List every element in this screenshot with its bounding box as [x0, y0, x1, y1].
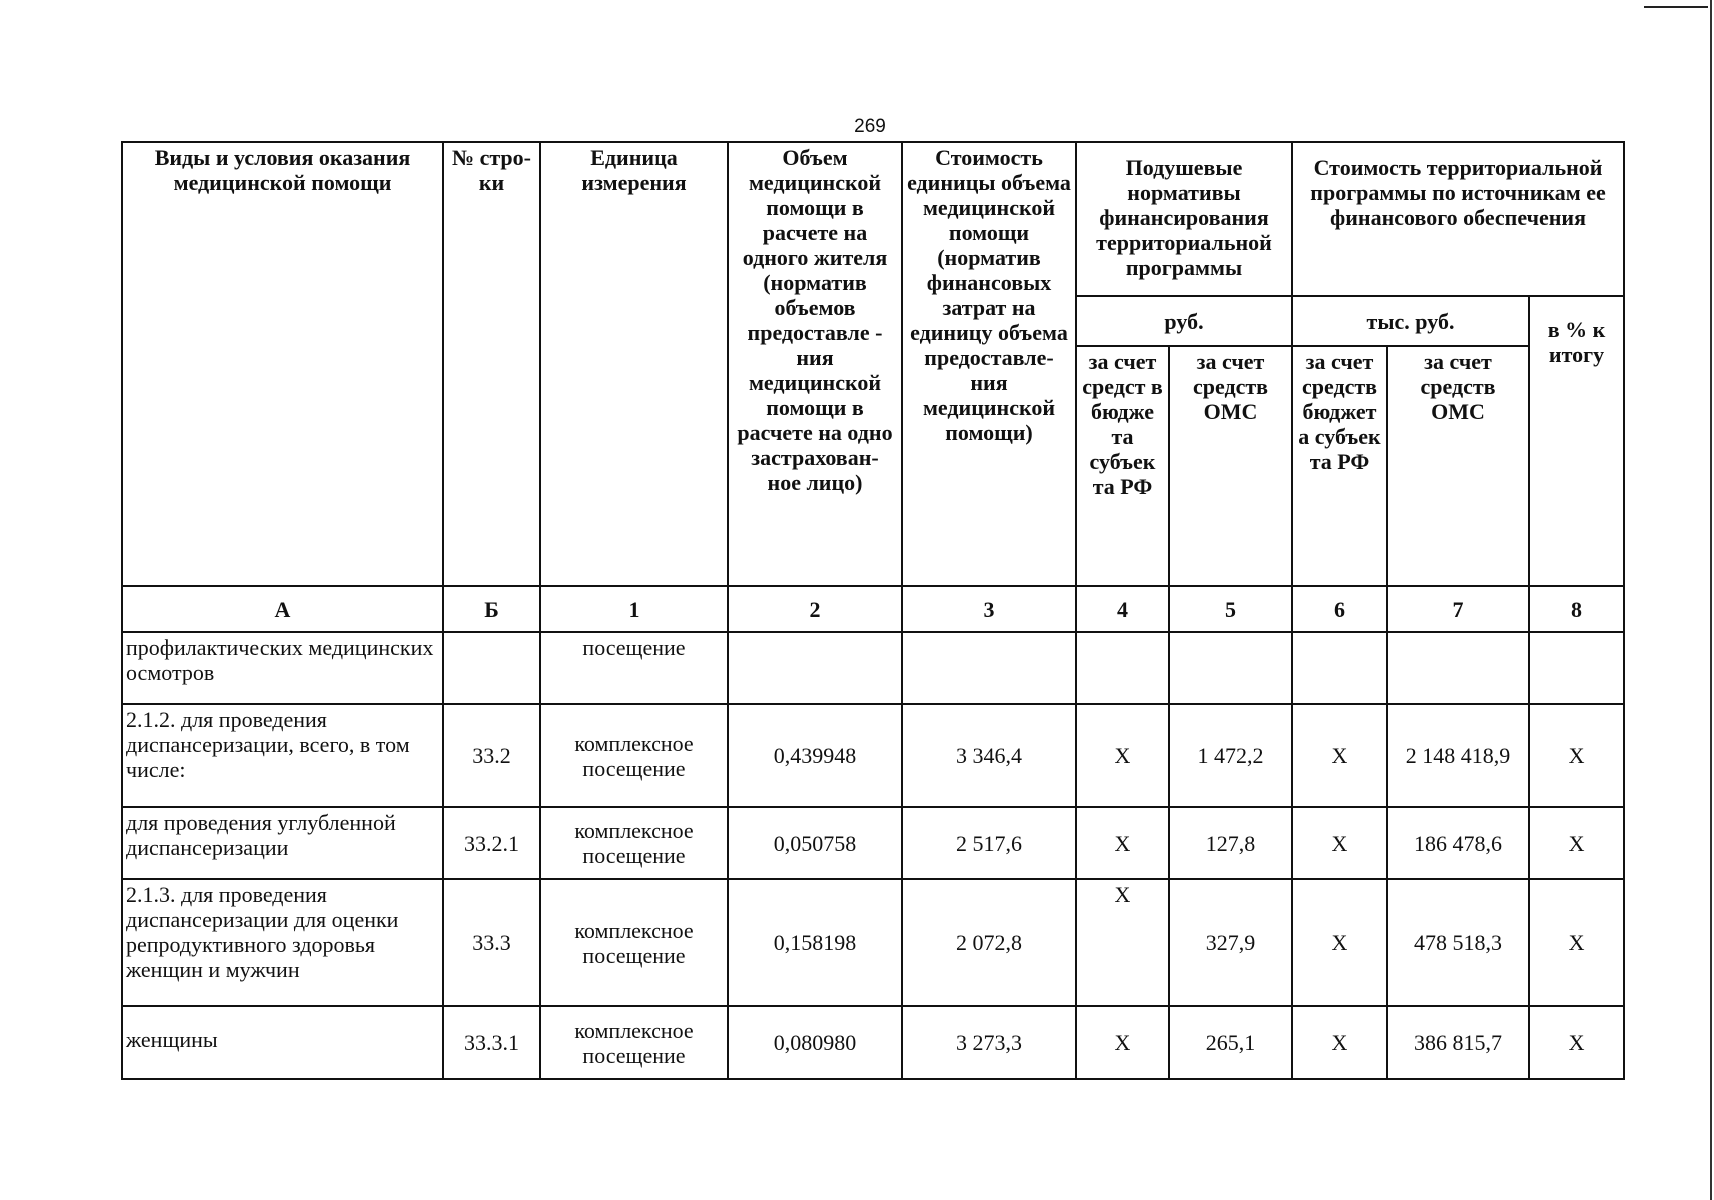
cell-budget-rub: Х	[1076, 807, 1169, 879]
cell-volume: 0,050758	[728, 807, 902, 879]
cell-cost: 3 273,3	[902, 1006, 1076, 1079]
cell-budget-thous: Х	[1292, 807, 1387, 879]
cell-oms-thous: 186 478,6	[1387, 807, 1529, 879]
cell-volume: 0,439948	[728, 704, 902, 807]
cell-type: профилактических медицинских осмотров	[122, 632, 443, 704]
cell-volume	[728, 632, 902, 704]
cell-budget-thous: Х	[1292, 879, 1387, 1006]
cell-budget-rub: Х	[1076, 704, 1169, 807]
header-rub: руб.	[1076, 296, 1292, 346]
cell-percent: Х	[1529, 1006, 1624, 1079]
header-volume: Объем медицинской помощи в расчете на одного жителя (норматив объемов предоставле - ния медицинской помощи в расчете на одно застрахован- ное лицо)	[728, 142, 902, 586]
cell-row-number: 33.3.1	[443, 1006, 540, 1079]
cell-type: 2.1.3. для проведения диспансеризации для оценки репродуктивного здоровья женщин и мужчин	[122, 879, 443, 1006]
index-cell: 3	[902, 586, 1076, 632]
cell-unit: комплексное посещение	[540, 807, 728, 879]
index-cell: 2	[728, 586, 902, 632]
page-number: 269	[854, 116, 886, 137]
cell-budget-thous: Х	[1292, 1006, 1387, 1079]
table-row	[122, 807, 1624, 879]
index-cell: 8	[1529, 586, 1624, 632]
cell-oms-thous	[1387, 632, 1529, 704]
index-cell: А	[122, 586, 443, 632]
cell-oms-thous: 478 518,3	[1387, 879, 1529, 1006]
cell-percent: Х	[1529, 807, 1624, 879]
header-oms-thous: за счет средств ОМС	[1387, 346, 1529, 586]
index-cell: Б	[443, 586, 540, 632]
cell-unit: посещение	[540, 632, 728, 704]
table-row	[122, 879, 1624, 1006]
cell-percent: Х	[1529, 704, 1624, 807]
index-cell: 1	[540, 586, 728, 632]
cell-unit: комплексное посещение	[540, 879, 728, 1006]
cell-oms-thous: 386 815,7	[1387, 1006, 1529, 1079]
cell-budget-rub: Х	[1076, 1006, 1169, 1079]
table-row	[122, 1006, 1624, 1079]
header-per-capita: Подушевые нормативы финансирования территориальной программы	[1076, 142, 1292, 296]
header-budget-rub: за счет средст в бюдже та субъек та РФ	[1076, 346, 1169, 586]
header-percent: в % к итогу	[1529, 296, 1624, 586]
header-thous-rub: тыс. руб.	[1292, 296, 1529, 346]
cell-volume: 0,158198	[728, 879, 902, 1006]
page-edge-line	[1710, 0, 1712, 1200]
index-cell: 5	[1169, 586, 1292, 632]
cell-cost: 2 072,8	[902, 879, 1076, 1006]
cell-budget-thous	[1292, 632, 1387, 704]
cell-percent: Х	[1529, 879, 1624, 1006]
cell-unit: комплексное посещение	[540, 704, 728, 807]
header-unit: Единица измерения	[540, 142, 728, 586]
header-budget-thous: за счет средств бюджет а субъек та РФ	[1292, 346, 1387, 586]
cell-volume: 0,080980	[728, 1006, 902, 1079]
cell-cost: 2 517,6	[902, 807, 1076, 879]
cell-row-number: 33.3	[443, 879, 540, 1006]
cell-cost	[902, 632, 1076, 704]
cell-row-number	[443, 632, 540, 704]
table-row	[122, 704, 1624, 807]
cell-oms-rub: 265,1	[1169, 1006, 1292, 1079]
cell-unit: комплексное посещение	[540, 1006, 728, 1079]
cell-percent	[1529, 632, 1624, 704]
index-cell: 4	[1076, 586, 1169, 632]
header-row-number: № стро- ки	[443, 142, 540, 586]
cell-oms-rub: 127,8	[1169, 807, 1292, 879]
header-type: Виды и условия оказания медицинской помощи	[122, 142, 443, 586]
cell-budget-thous: Х	[1292, 704, 1387, 807]
header-row-1	[122, 142, 1624, 296]
cell-oms-thous: 2 148 418,9	[1387, 704, 1529, 807]
funding-table	[121, 141, 1625, 1080]
cell-budget-rub: Х	[1076, 879, 1169, 1006]
cell-row-number: 33.2.1	[443, 807, 540, 879]
header-oms-rub: за счет средств ОМС	[1169, 346, 1292, 586]
header-unit-cost: Стоимость единицы объема медицинской помощи (норматив финансовых затрат на единицу объема предоставле- ния медицинской помощи)	[902, 142, 1076, 586]
table-row	[122, 632, 1624, 704]
cell-type: 2.1.2. для проведения диспансеризации, всего, в том числе:	[122, 704, 443, 807]
cell-type: женщины	[122, 1006, 443, 1079]
cell-row-number: 33.2	[443, 704, 540, 807]
cell-type: для проведения углубленной диспансеризации	[122, 807, 443, 879]
cell-oms-rub: 1 472,2	[1169, 704, 1292, 807]
header-program-cost: Стоимость территориальной программы по источникам ее финансового обеспечения	[1292, 142, 1624, 296]
index-cell: 7	[1387, 586, 1529, 632]
index-row	[122, 586, 1624, 632]
cell-oms-rub: 327,9	[1169, 879, 1292, 1006]
cell-oms-rub	[1169, 632, 1292, 704]
index-cell: 6	[1292, 586, 1387, 632]
cell-budget-rub	[1076, 632, 1169, 704]
corner-scan-line	[1644, 6, 1708, 8]
cell-cost: 3 346,4	[902, 704, 1076, 807]
